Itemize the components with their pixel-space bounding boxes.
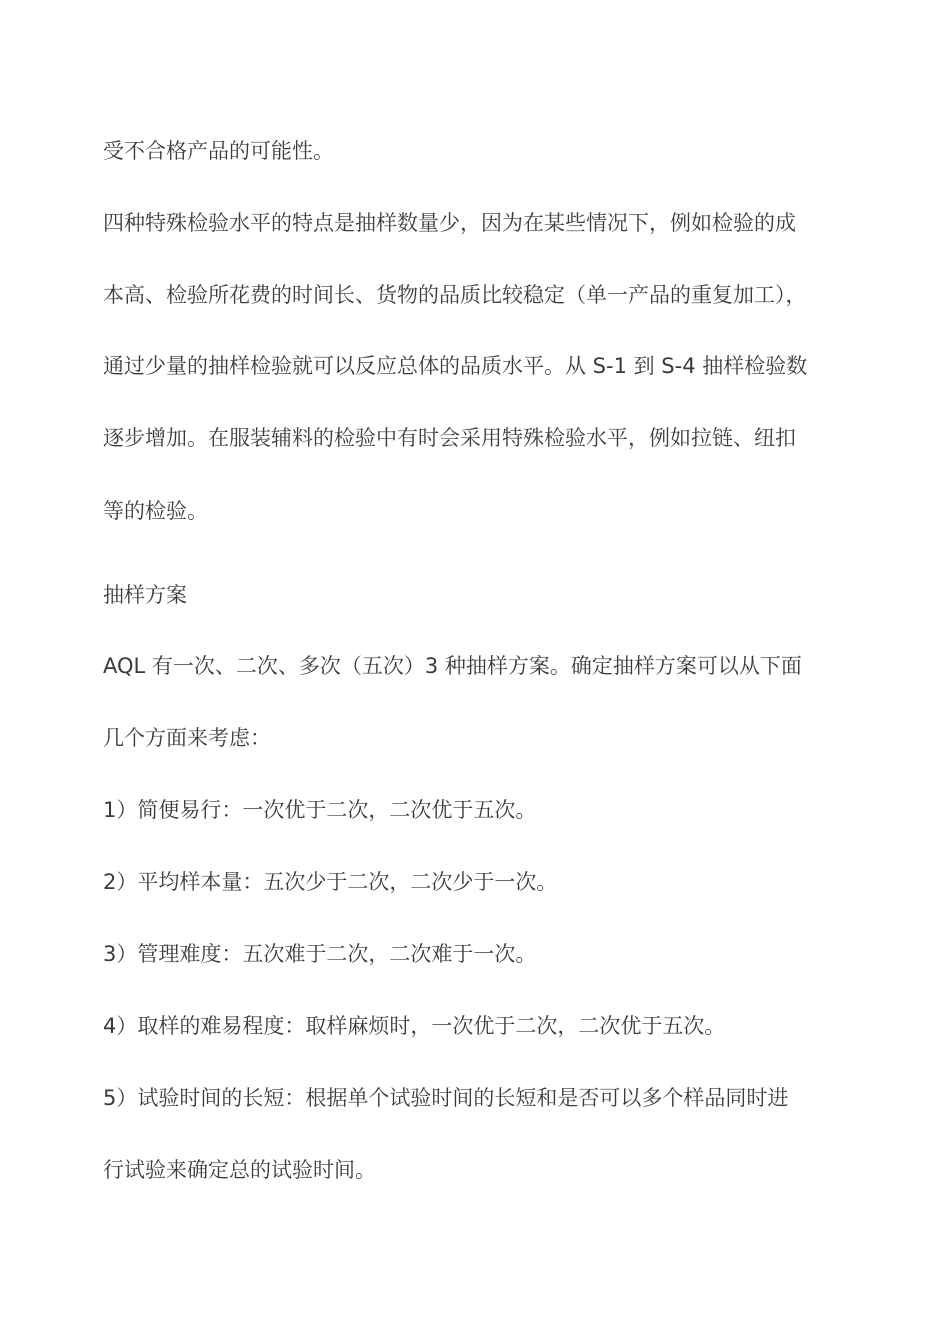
list-item: 3）管理难度：五次难于二次，二次难于一次。	[103, 942, 537, 966]
paragraph-text-line: 几个方面来考虑：	[103, 726, 271, 750]
list-item: 4）取样的难易程度：取样麻烦时，一次优于二次，二次优于五次。	[103, 1014, 726, 1038]
paragraph-text-line: 通过少量的抽样检验就可以反应总体的品质水平。从 S-1 到 S-4 抽样检验数	[103, 354, 808, 378]
list-item: 2）平均样本量：五次少于二次，二次少于一次。	[103, 870, 558, 894]
paragraph-text-line: 本高、检验所花费的时间长、货物的品质比较稳定（单一产品的重复加工），	[103, 283, 807, 307]
list-item: 5）试验时间的长短：根据单个试验时间的长短和是否可以多个样品同时进	[103, 1086, 789, 1110]
paragraph-text-line: 等的检验。	[103, 499, 208, 523]
paragraph-text-line: 逐步增加。在服装辅料的检验中有时会采用特殊检验水平，例如拉链、纽扣	[103, 426, 796, 450]
paragraph-text-line: 四种特殊检验水平的特点是抽样数量少，因为在某些情况下，例如检验的成	[103, 211, 796, 235]
list-item-continuation: 行试验来确定总的试验时间。	[103, 1158, 376, 1182]
section-heading: 抽样方案	[103, 583, 187, 607]
paragraph-text-line: 受不合格产品的可能性。	[103, 139, 334, 163]
list-item: 1）简便易行：一次优于二次，二次优于五次。	[103, 798, 537, 822]
paragraph-text-line: AQL 有一次、二次、多次（五次）3 种抽样方案。确定抽样方案可以从下面	[103, 654, 802, 678]
